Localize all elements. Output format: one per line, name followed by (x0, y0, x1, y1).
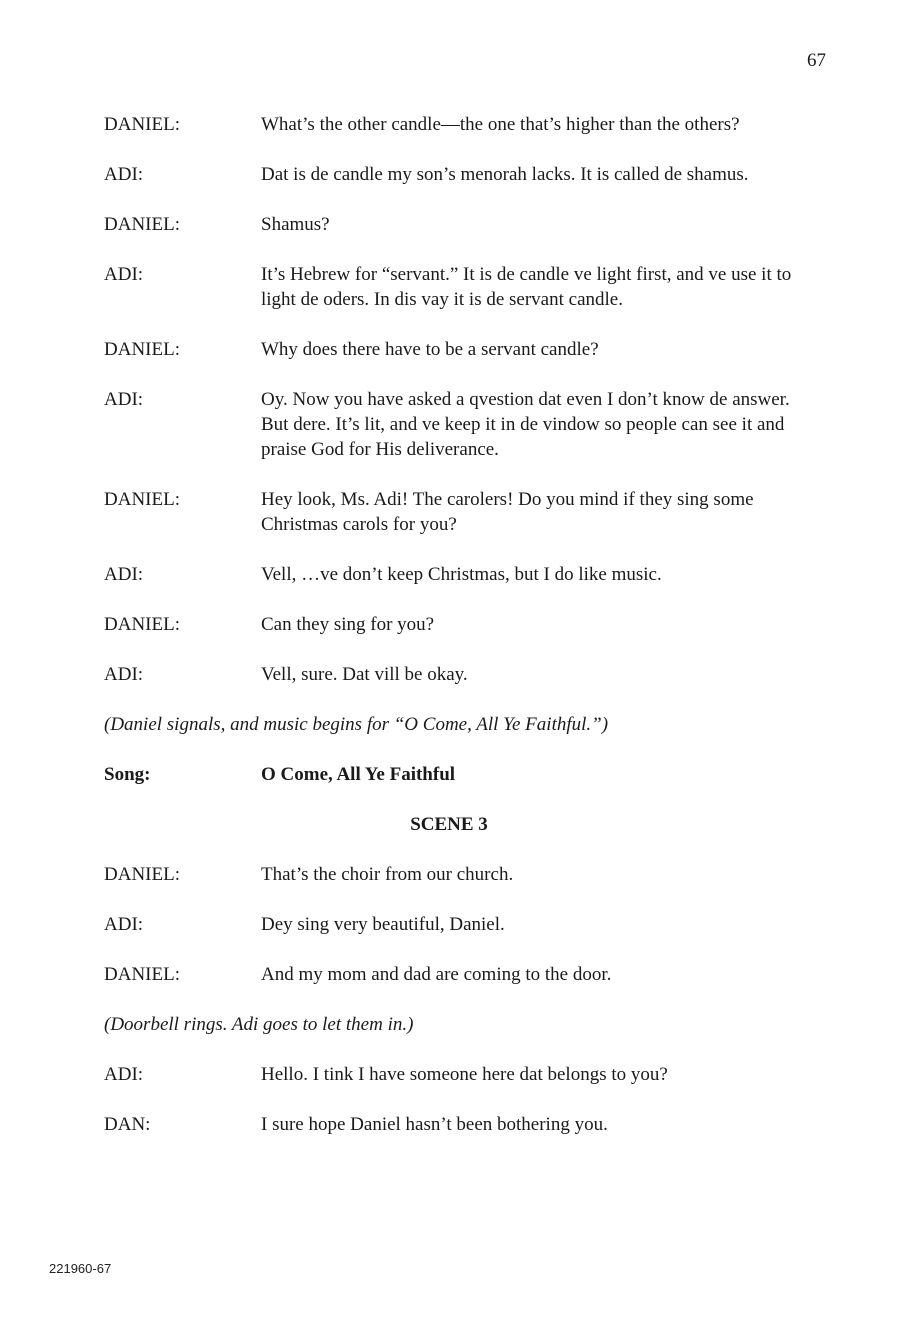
speech-text: Can they sing for you? (261, 614, 435, 635)
speaker-name: DANIEL: (104, 614, 180, 635)
speech-text: Vell, …ve don’t keep Christmas, but I do like music. (261, 564, 662, 585)
dialogue-line (104, 337, 804, 362)
speaker-name: DANIEL: (104, 864, 180, 885)
footer-code: 221960-67 (49, 1261, 112, 1276)
dialogue-line (104, 562, 804, 587)
speaker-name: DAN: (104, 1114, 151, 1135)
speech-text: Hey look, Ms. Adi! The carolers! Do you mind if they sing some Christmas carols for you? (261, 489, 754, 535)
dialogue-line (104, 262, 804, 312)
song-title: O Come, All Ye Faithful (261, 764, 456, 785)
speech-text: Shamus? (261, 214, 330, 235)
speaker-name: ADI: (104, 664, 144, 685)
speech-text: And my mom and dad are coming to the door. (261, 964, 612, 985)
scene-heading: SCENE 3 (410, 814, 488, 835)
song-label: Song: (104, 764, 151, 785)
speaker-name: ADI: (104, 564, 144, 585)
speaker-name: DANIEL: (104, 964, 180, 985)
dialogue-line (104, 112, 804, 137)
dialogue-line (104, 162, 804, 187)
speech-text: What’s the other candle—the one that’s higher than the others? (261, 114, 740, 135)
speaker-name: ADI: (104, 914, 144, 935)
dialogue-line (104, 387, 804, 462)
dialogue-line (104, 487, 804, 537)
speaker-name: ADI: (104, 389, 144, 410)
dialogue-line (104, 862, 804, 887)
speech-text: Hello. I tink I have someone here dat belongs to you? (261, 1064, 668, 1085)
dialogue-line (104, 662, 804, 687)
speech-text: Dat is de candle my son’s menorah lacks. It is called de shamus. (261, 164, 749, 185)
speech-text: It’s Hebrew for “servant.” It is de candle ve light first, and ve use it to light de oders. In dis vay it is de servant candle. (261, 264, 792, 310)
stage-direction: (Daniel signals, and music begins for “O Come, All Ye Faithful.”) (104, 714, 609, 735)
speech-text: That’s the choir from our church. (261, 864, 514, 885)
speaker-name: DANIEL: (104, 339, 180, 360)
speech-text: Vell, sure. Dat vill be okay. (261, 664, 468, 685)
speech-text: Why does there have to be a servant candle? (261, 339, 599, 360)
dialogue-line (104, 1062, 804, 1087)
stage-direction: (Doorbell rings. Adi goes to let them in.) (104, 1014, 414, 1035)
speaker-name: ADI: (104, 264, 144, 285)
song-cue (104, 762, 804, 787)
speech-text: Dey sing very beautiful, Daniel. (261, 914, 505, 935)
dialogue-line (104, 212, 804, 237)
speaker-name: ADI: (104, 164, 144, 185)
speaker-name: ADI: (104, 1064, 144, 1085)
dialogue-line (104, 612, 804, 637)
speaker-name: DANIEL: (104, 489, 180, 510)
speaker-name: DANIEL: (104, 214, 180, 235)
script-body (104, 112, 804, 1137)
speech-text: Oy. Now you have asked a qvestion dat even I don’t know de answer. But dere. It’s lit, and ve keep it in de vindow so people can see it and praise God for His deliverance. (261, 389, 790, 460)
speech-text: I sure hope Daniel hasn’t been bothering you. (261, 1114, 608, 1135)
dialogue-line (104, 912, 804, 937)
speaker-name: DANIEL: (104, 114, 180, 135)
page-number: 67 (807, 50, 826, 71)
dialogue-line (104, 1112, 804, 1137)
dialogue-line (104, 962, 804, 987)
